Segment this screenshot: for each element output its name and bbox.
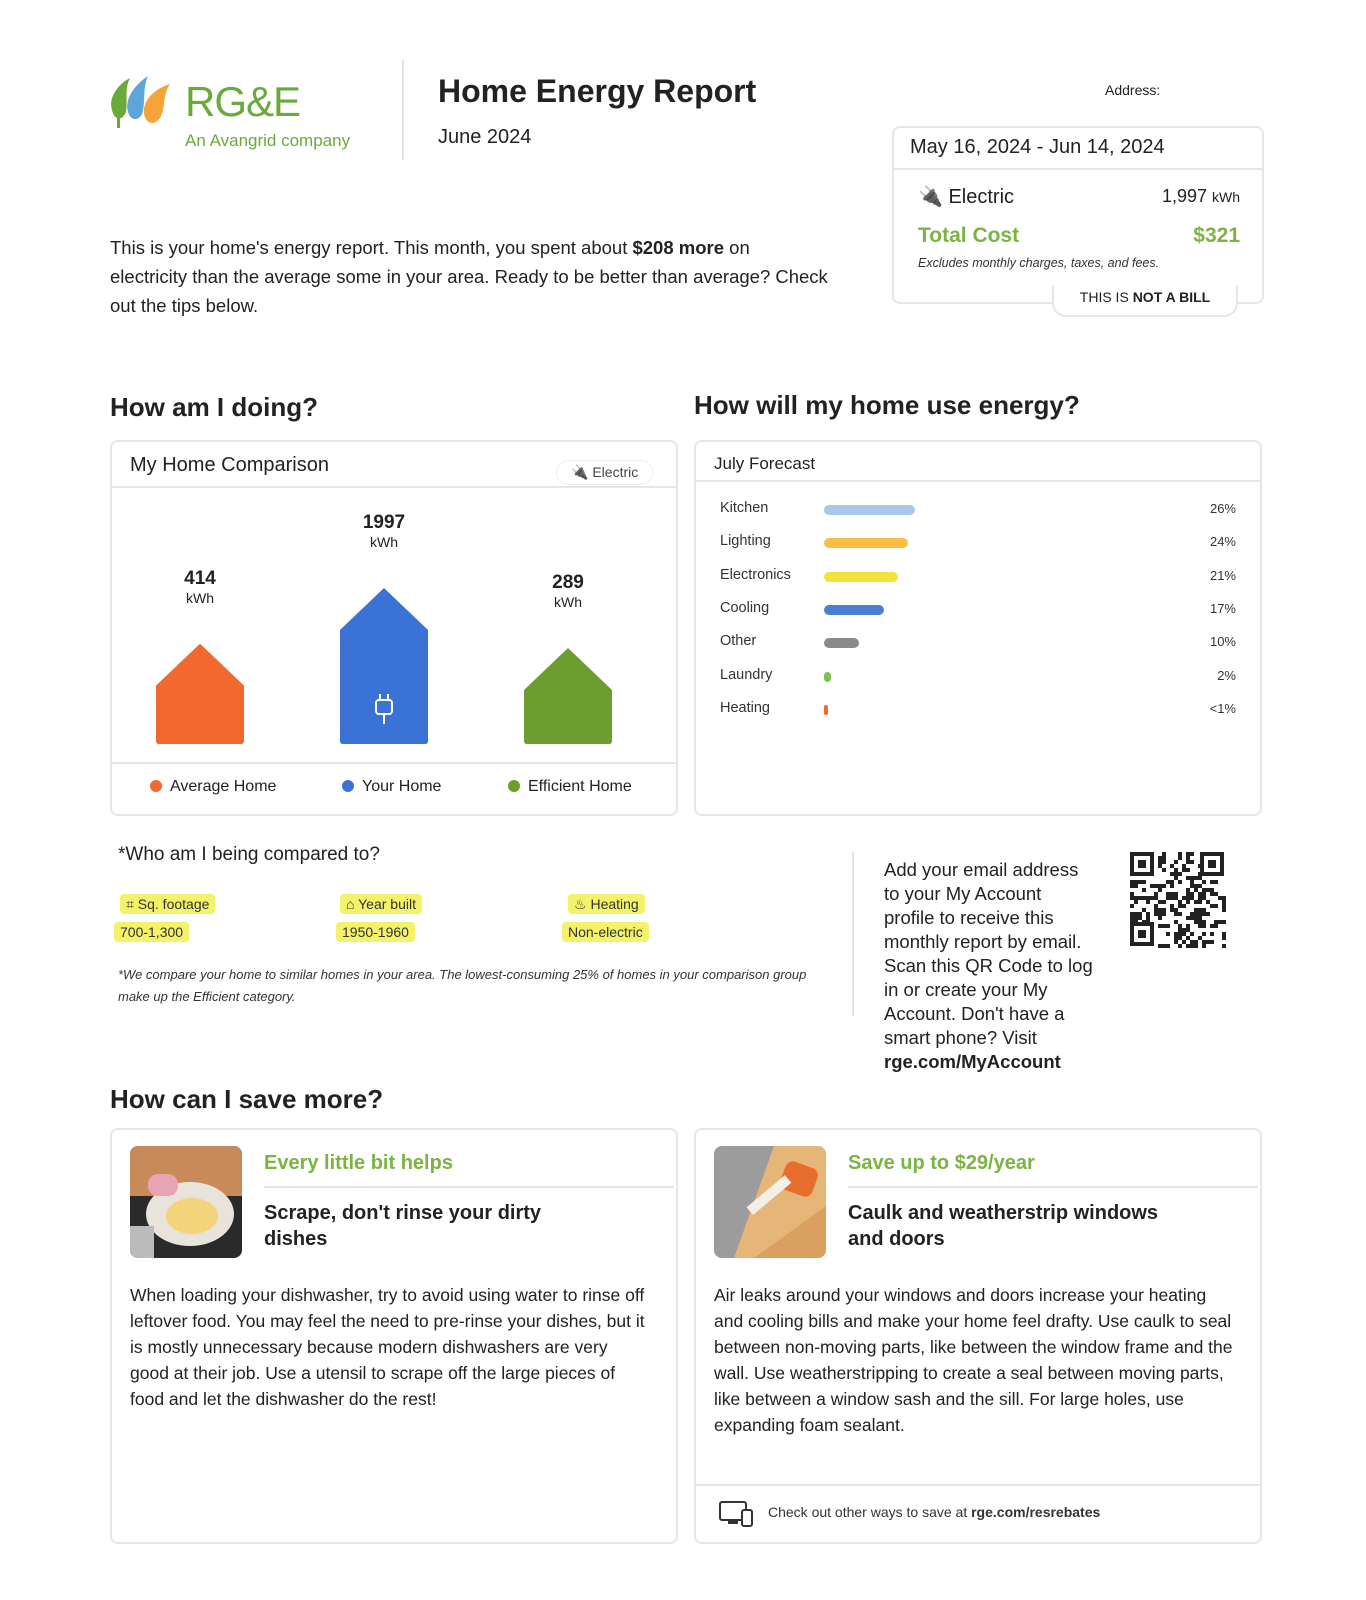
forecast-pct-lighting: 24% xyxy=(1209,534,1236,550)
electric-usage xyxy=(1162,186,1240,207)
legend-dot-efficient xyxy=(508,780,520,792)
legend-dot-average xyxy=(150,780,162,792)
computer-icon xyxy=(718,1500,754,1528)
report-month: June 2024 xyxy=(438,126,532,148)
comparison-footnote: *We compare your home to similar homes in your area. The lowest-consuming 25% of homes in your comparison group make up the Efficient category. xyxy=(118,967,807,1004)
intro-text-after: on electricity than the average some in your area. Ready to be better than average? Check out the tips below. xyxy=(110,237,828,316)
forecast-label-other: Other xyxy=(720,633,757,650)
attr-year-built-value xyxy=(336,924,415,940)
electric-value: 1,997 xyxy=(1161,186,1207,206)
header-divider xyxy=(402,60,404,160)
billing-period: May 16, 2024 - Jun 14, 2024 xyxy=(910,136,1165,158)
caulk-photo xyxy=(714,1146,826,1258)
tip-head-caulk: Save up to $29/year xyxy=(848,1152,1035,1174)
bar-unit-average: kWh xyxy=(186,589,214,606)
logo-flames xyxy=(104,70,184,134)
tip-head-dishes: Every little bit helps xyxy=(264,1152,453,1174)
forecast-label-lighting: Lighting xyxy=(720,533,771,550)
legend-label-efficient: Efficient Home xyxy=(528,778,632,795)
forecast-label-cooling: Cooling xyxy=(720,599,770,616)
legend-average-home xyxy=(150,778,276,796)
tip-divider-dishes xyxy=(264,1186,674,1188)
forecast-bar-other xyxy=(824,638,859,648)
address-label: Address: xyxy=(1105,82,1161,98)
brand-logo-text: RG&E xyxy=(185,78,301,125)
electric-pill-label: Electric xyxy=(592,464,639,480)
tip-footer xyxy=(768,1504,1100,1520)
section-heading-save: How can I save more? xyxy=(110,1084,384,1114)
forecast-pct-laundry: 2% xyxy=(1217,667,1236,683)
plug-icon: 🔌 xyxy=(918,186,943,208)
forecast-label-electronics: Electronics xyxy=(720,566,791,583)
attr-sq-footage xyxy=(120,896,215,913)
forecast-divider xyxy=(696,480,1260,482)
tip-title-dishes: Scrape, don't rinse your dirty dishes xyxy=(264,1202,542,1250)
attr-heating-value xyxy=(562,924,649,940)
electric-pill xyxy=(556,460,653,485)
forecast-pct-kitchen: 26% xyxy=(1209,501,1236,516)
attr-year-built-label: Year built xyxy=(358,896,416,912)
electric-label xyxy=(918,184,1014,209)
attr-heating-label: Heating xyxy=(590,896,639,912)
forecast-label-heating: Heating xyxy=(720,699,770,716)
total-cost-label: Total Cost xyxy=(918,224,1020,247)
forecast-title: July Forecast xyxy=(714,454,816,473)
tip-card-caulk xyxy=(694,1128,1262,1544)
bar-unit-efficient: kWh xyxy=(554,594,582,610)
brand-subtitle: An Avangrid company xyxy=(185,131,351,150)
bar-unit-yours: kWh xyxy=(370,534,398,550)
forecast-pct-cooling: 17% xyxy=(1209,600,1236,616)
legend-label-average: Average Home xyxy=(170,778,277,795)
email-promo xyxy=(884,858,1094,1074)
tip-divider-caulk xyxy=(848,1186,1258,1188)
bar-efficient-home xyxy=(524,648,612,744)
plug-icon: 🔌 xyxy=(571,464,589,480)
july-forecast-card xyxy=(694,440,1262,816)
tip-body-dishes: When loading your dishwasher, try to avoid using water to rinse off leftover food. You may feel the need to pre-rinse your dishes, but it is mostly unnecessary because modern dishwashers are very good at their job. Use a utensil to scrape off the large pieces of food and let the dishwasher do the rest! xyxy=(130,1285,645,1409)
attr-heating-value-text: Non-electric xyxy=(562,922,649,942)
legend-your-home xyxy=(342,778,441,796)
forecast-bar-electronics xyxy=(824,572,898,582)
not-bill-bold: NOT A BILL xyxy=(1132,289,1211,305)
not-a-bill-tab xyxy=(1052,285,1238,317)
forecast-label-laundry: Laundry xyxy=(720,666,773,683)
forecast-bar-kitchen xyxy=(824,505,915,515)
bar-average-home xyxy=(156,644,244,744)
legend-label-yours: Your Home xyxy=(362,778,442,795)
my-account-link[interactable]: rge.com/MyAccount xyxy=(884,1051,1061,1072)
tip-footer-prefix: Check out other ways to save at xyxy=(768,1504,972,1520)
qr-code[interactable] xyxy=(1128,850,1226,948)
home-comparison-card xyxy=(110,440,678,816)
forecast-bar-heating xyxy=(824,705,828,715)
email-divider xyxy=(852,852,854,1016)
forecast-bar-cooling xyxy=(824,605,884,615)
attr-year-built-value-text: 1950-1960 xyxy=(336,922,415,942)
bar-value-efficient: 289 xyxy=(552,572,584,593)
comparison-divider-bottom xyxy=(112,762,676,764)
heating-icon: ♨ xyxy=(574,896,587,912)
forecast-bar-laundry xyxy=(824,672,831,682)
forecast-pct-other: 10% xyxy=(1209,634,1236,650)
attr-sq-footage-label: Sq. footage xyxy=(137,896,210,912)
summary-divider xyxy=(894,168,1262,170)
attr-heating xyxy=(568,896,645,913)
intro-amount: $208 more xyxy=(632,237,725,258)
page-title: Home Energy Report xyxy=(438,73,757,109)
email-promo-text: Add your email address to your My Account profile to receive this monthly report by email. Scan this QR Code to log in or create your My Account. Don't have a smart phone? Visit xyxy=(884,859,1093,1048)
cost-note: Excludes monthly charges, taxes, and fees. xyxy=(918,256,1160,270)
tip-card-dishes xyxy=(110,1128,678,1544)
square-footage-icon: ⌗ xyxy=(126,896,134,912)
house-icon: ⌂ xyxy=(346,896,355,912)
rebates-link[interactable]: rge.com/resrebates xyxy=(971,1504,1101,1520)
tip-title-caulk: Caulk and weatherstrip windows and doors xyxy=(848,1202,1159,1250)
electric-label-text: Electric xyxy=(948,186,1015,208)
intro-paragraph xyxy=(110,233,830,320)
tip-footer-divider xyxy=(696,1484,1260,1486)
comparison-title: My Home Comparison xyxy=(130,454,329,476)
forecast-pct-electronics: 21% xyxy=(1209,567,1236,583)
bar-value-yours: 1997 xyxy=(362,512,406,533)
attr-year-built xyxy=(340,896,422,912)
legend-dot-yours xyxy=(342,780,354,792)
dishes-photo xyxy=(130,1146,242,1258)
intro-text-before: This is your home's energy report. This month, you spent about xyxy=(110,237,633,258)
compared-question: *Who am I being compared to? xyxy=(118,844,380,865)
not-bill-prefix: THIS IS xyxy=(1079,289,1133,305)
legend-efficient-home xyxy=(508,778,632,796)
section-heading-doing: How am I doing? xyxy=(110,392,318,422)
billing-summary-card xyxy=(892,126,1264,304)
forecast-label-kitchen: Kitchen xyxy=(720,500,769,516)
forecast-pct-heating: <1% xyxy=(1209,700,1236,716)
tip-body-caulk: Air leaks around your windows and doors increase your heating and cooling bills and make your home feel drafty. Use caulk to seal between non-moving parts, like between the window frame and the wall. Use weatherstripping to create a seal between moving parts, like between a window sash and the sill. For large holes, use expanding foam sealant. xyxy=(714,1285,1233,1435)
electric-unit: kWh xyxy=(1212,189,1240,205)
total-cost-value: $321 xyxy=(1193,224,1240,247)
section-heading-use: How will my home use energy? xyxy=(694,390,1080,420)
attr-sq-footage-value-text: 700-1,300 xyxy=(114,922,189,942)
bar-value-average: 414 xyxy=(184,567,216,589)
attr-sq-footage-value xyxy=(114,924,189,940)
forecast-bar-lighting xyxy=(824,538,908,548)
